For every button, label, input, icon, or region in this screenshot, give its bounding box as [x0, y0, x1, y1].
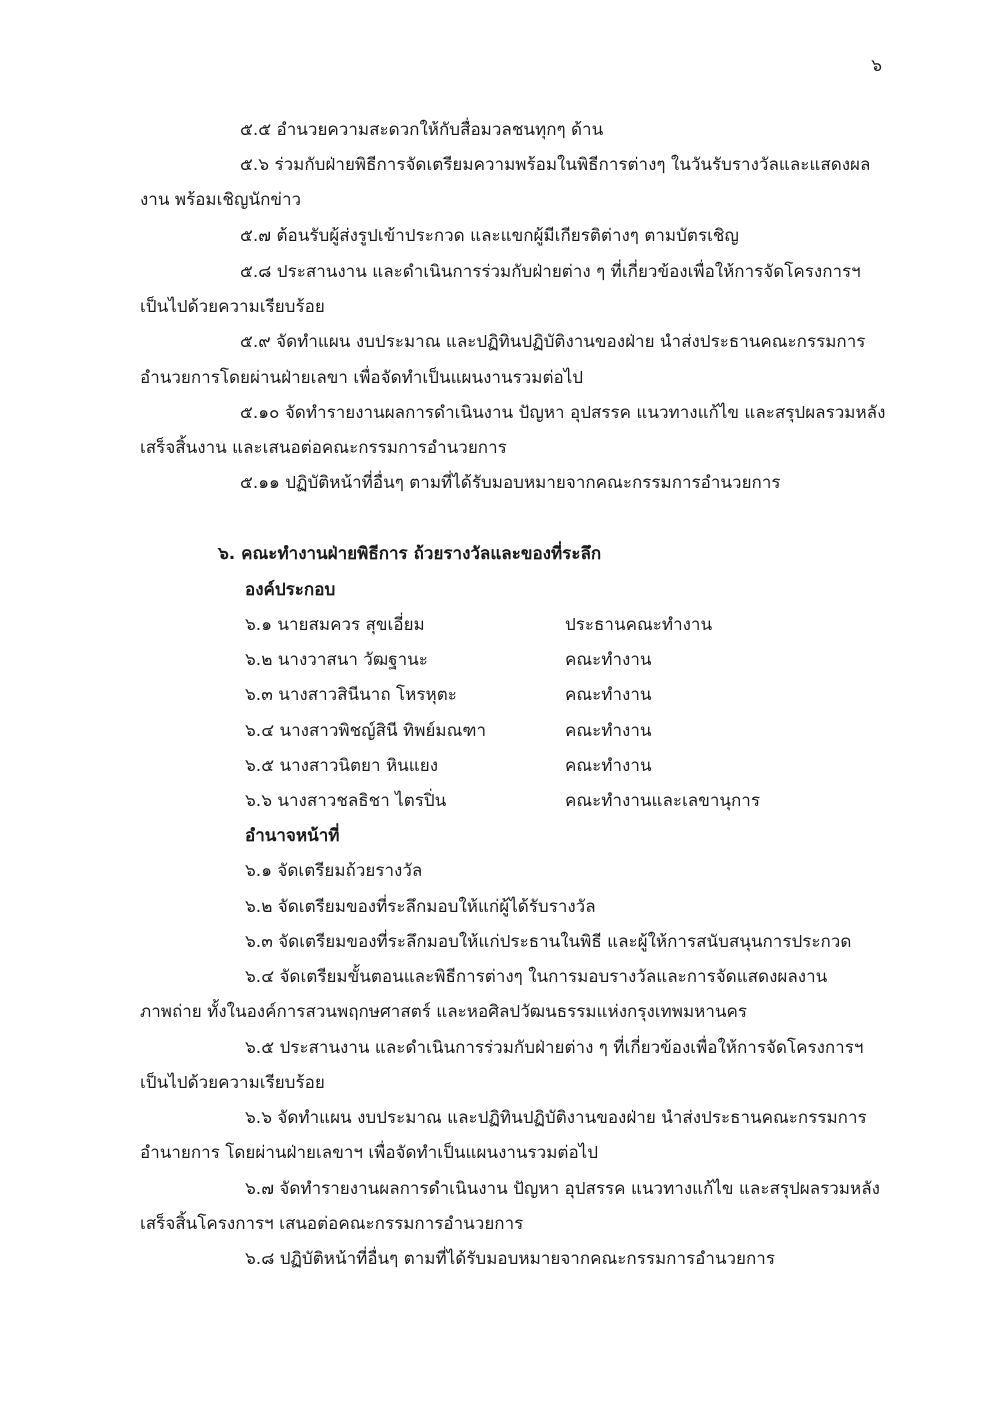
duties-label: อำนาจหน้าที่: [245, 826, 340, 846]
duty-line2: ภาพถ่าย ทั้งในองค์การสวนพฤกษศาสตร์ และหอศิลปวัฒนธรรมแห่งกรุงเทพมหานคร: [140, 1002, 748, 1022]
section5-item-9-line1: ๕.๙ จัดทำแผน งบประมาณ และปฏิทินปฏิบัติงานของฝ่าย นำส่งประธานคณะกรรมการ: [240, 332, 866, 352]
section5-item-10-line2: เสร็จสิ้นงาน และเสนอต่อคณะกรรมการอำนวยการ: [140, 438, 507, 458]
duty-line2: อำนายการ โดยผ่านฝ่ายเลขาฯ เพื่อจัดทำเป็นแผนงานรวมต่อไป: [140, 1143, 599, 1163]
member-role: คณะทำงานและเลขานุการ: [565, 791, 760, 811]
duty-line1: ๖.๖ จัดทำแผน งบประมาณ และปฏิทินปฏิบัติงานของฝ่าย นำส่งประธานคณะกรรมการ: [245, 1108, 867, 1128]
section5-item-11-line1: ๕.๑๑ ปฏิบัติหน้าที่อื่นๆ ตามที่ได้รับมอบหมายจากคณะกรรมการอำนวยการ: [240, 473, 781, 493]
duty-line1: ๖.๒ จัดเตรียมของที่ระลึกมอบให้แก่ผู้ได้รับรางวัล: [245, 897, 596, 917]
section5-item-8-line1: ๕.๘ ประสานงาน และดำเนินการร่วมกับฝ่ายต่าง ๆ ที่เกี่ยวข้องเพื่อให้การจัดโครงการฯ: [240, 262, 861, 282]
member-name: ๖.๔ นางสาวพิชญ์สินี ทิพย์มณฑา: [245, 721, 487, 741]
section5-item-6-line1: ๕.๖ ร่วมกับฝ่ายพิธีการจัดเตรียมความพร้อมในพิธีการต่างๆ ในวันรับรางวัลและแสดงผล: [240, 155, 871, 175]
member-name: ๖.๒ นางวาสนา วัฒฐานะ: [245, 650, 428, 670]
page-number: ๖: [871, 56, 882, 76]
member-name: ๖.๑ นายสมควร สุขเอี่ยม: [245, 615, 425, 635]
section5-item-10-line1: ๕.๑๐ จัดทำรายงานผลการดำเนินงาน ปัญหา อุปสรรค แนวทางแก้ไข และสรุปผลรวมหลัง: [240, 403, 886, 423]
section5-item-7-line1: ๕.๗ ต้อนรับผู้ส่งรูปเข้าประกวด และแขกผู้มีเกียรติต่างๆ ตามบัตรเชิญ: [240, 226, 739, 246]
section6-heading: ๖. คณะทำงานฝ่ายพิธีการ ถ้วยรางวัลและของที่ระลึก: [218, 544, 602, 564]
member-name: ๖.๓ นางสาวสินีนาถ โหรหุตะ: [245, 685, 457, 705]
duty-line2: เป็นไปด้วยความเรียบร้อย: [140, 1073, 325, 1093]
member-role: คณะทำงาน: [565, 756, 652, 776]
section5-item-8-line2: เป็นไปด้วยความเรียบร้อย: [140, 297, 325, 317]
duty-line1: ๖.๗ จัดทำรายงานผลการดำเนินงาน ปัญหา อุปสรรค แนวทางแก้ไข และสรุปผลรวมหลัง: [245, 1179, 880, 1199]
composition-label: องค์ประกอบ: [245, 580, 336, 600]
duty-line2: เสร็จสิ้นโครงการฯ เสนอต่อคณะกรรมการอำนวยการ: [140, 1214, 524, 1234]
member-role: คณะทำงาน: [565, 685, 652, 705]
duty-line1: ๖.๘ ปฏิบัติหน้าที่อื่นๆ ตามที่ได้รับมอบหมายจากคณะกรรมการอำนวยการ: [245, 1249, 775, 1269]
duty-line1: ๖.๑ จัดเตรียมถ้วยรางวัล: [245, 861, 423, 881]
section5-item-5-line1: ๕.๕ อำนวยความสะดวกให้กับสื่อมวลชนทุกๆ ด้าน: [240, 120, 604, 140]
duty-line1: ๖.๔ จัดเตรียมขั้นตอนและพิธีการต่างๆ ในการมอบรางวัลและการจัดแสดงผลงาน: [245, 967, 828, 987]
member-name: ๖.๕ นางสาวนิตยา หินแยง: [245, 756, 439, 776]
member-role: คณะทำงาน: [565, 650, 652, 670]
section5-item-6-line2: งาน พร้อมเชิญนักข่าว: [140, 190, 302, 210]
member-role: ประธานคณะทำงาน: [565, 615, 713, 635]
member-role: คณะทำงาน: [565, 721, 652, 741]
member-name: ๖.๖ นางสาวชลธิชา ไตรปิ่น: [245, 791, 447, 811]
duty-line1: ๖.๓ จัดเตรียมของที่ระลึกมอบให้แก่ประธานในพิธี และผู้ให้การสนับสนุนการประกวด: [245, 932, 852, 952]
duty-line1: ๖.๕ ประสานงาน และดำเนินการร่วมกับฝ่ายต่าง ๆ ที่เกี่ยวข้องเพื่อให้การจัดโครงการฯ: [245, 1038, 864, 1058]
section5-item-9-line2: อำนวยการโดยผ่านฝ่ายเลขา เพื่อจัดทำเป็นแผนงานรวมต่อไป: [140, 368, 584, 388]
